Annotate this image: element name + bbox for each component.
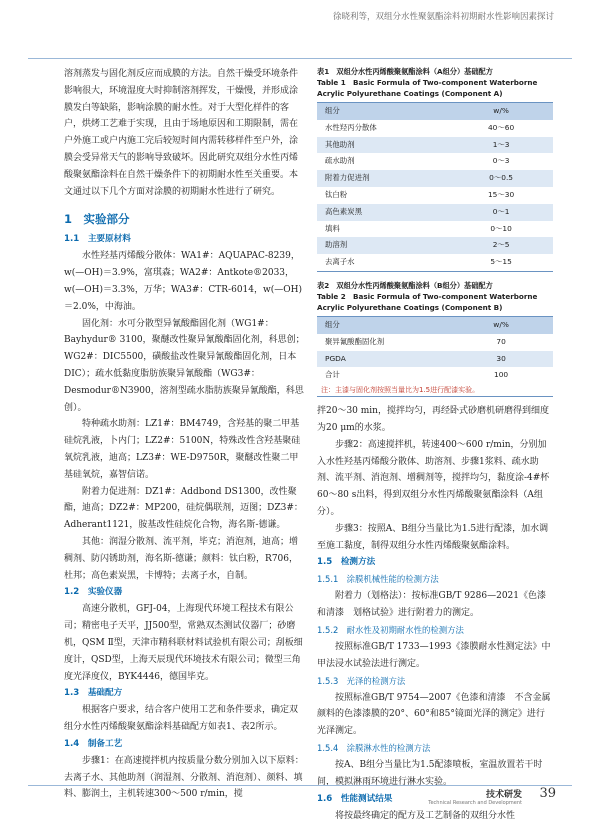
table2-header-row xyxy=(317,317,553,334)
table1-row xyxy=(317,153,553,170)
running-header: 徐晓利等，双组分水性聚氨酯涂料初期耐水性影响因素探讨 xyxy=(333,10,554,22)
table2-cell-value: 100 xyxy=(449,367,553,384)
table1-cell-component: 水性羟丙分散体 xyxy=(317,120,449,137)
intro-paragraph: 溶剂蒸发与固化剂反应而成膜的方法。自然干燥受环境条件影响很大，环境湿度大时抑制溶剂挥发，干燥慢，并形成涂膜发白等缺陷，影响涂膜的耐水性。对于大型化样件的客户，烘烤工艺难于实现，且由于场地原因和工期限制，需在户外施工或户内施工完后较短时间内需转移样件至户外，涂膜会受异常天气的影响导致破坏。因此研究双组分水性丙烯酸聚氨酯涂料在自然干燥条件下的初期耐水性至关重要。本文通过以下几个方面对涂膜的初期耐水性进行了研究。 xyxy=(64,66,306,200)
step2-paragraph: 步骤2：高速搅拌机，转速400～600 r/min，分别加入水性羟基丙烯酸分散体、助溶剂、步骤1浆料、疏水助剂、流平剂、消泡剂、增稠剂等，搅拌均匀，黏度涂-4#杯60～80 s出料，得到双组分水性丙烯酸聚氨酯涂料（A组分）。 xyxy=(317,437,553,521)
table1-row xyxy=(317,221,553,238)
table2-cell-component: 合计 xyxy=(317,367,449,384)
journal-section-cn: 技术研发 xyxy=(428,787,522,800)
table1-cell-component: 附着力促进剂 xyxy=(317,170,449,187)
table2-cell-value: 30 xyxy=(449,351,553,368)
table1-row xyxy=(317,187,553,204)
table1-cell-value: 0～1 xyxy=(449,204,553,221)
table2-cell-value: 70 xyxy=(449,334,553,351)
step1-continuation-paragraph: 拌20～30 min，搅拌均匀，再经卧式砂磨机研磨得到细度为20 μm的水浆。 xyxy=(317,403,553,437)
curing-agent-paragraph: 固化剂：水可分散型异氰酸酯固化剂（WG1#：Bayhydur® 3100，聚醚改性聚异氰酸酯固化剂，科思创；WG2#：DIC5500，磺酸盐改性聚异氰酸酯固化剂，日本DIC）；疏水低黏度脂肪族聚异氰酸酯（WG3#：Desmodur®N3900，溶剂型疏水脂肪族聚异氰酸酯，科思创）。 xyxy=(64,316,306,417)
table1-caption-en: Table 1 Basic Formula of Two-component Waterborne Acrylic Polyurethane Coatings (Component A) xyxy=(317,77,553,99)
adhesion-promoter-paragraph: 附着力促进剂：DZ1#：Addbond DS1300，改性聚酯，迪高；DZ2#：MP200，硅烷偶联剂，迈图；DZ3#：Adherant1121，胺基改性硅烷化合物，海名斯-德谦。 xyxy=(64,484,306,534)
table1-cell-value: 0～0.5 xyxy=(449,170,553,187)
section-1-heading: 1 实验部分 xyxy=(64,208,306,230)
table1-cell-value: 40～60 xyxy=(449,120,553,137)
table2-row xyxy=(317,367,553,384)
section-1-2-heading: 1.2 实验仪器 xyxy=(64,584,306,601)
table1-cell-component: 钛白粉 xyxy=(317,187,449,204)
table2-caption-en: Table 2 Basic Formula of Two-component Waterborne Acrylic Polyurethane Coatings (Component B) xyxy=(317,291,553,313)
table1-cell-value: 0～10 xyxy=(449,221,553,238)
table2-note: 注：主漆与固化剂按照当量比为1.5进行配漆实验。 xyxy=(317,384,553,396)
table1-cell-value: 15～30 xyxy=(449,187,553,204)
section-1-6-heading: 1.6 性能测试结果 xyxy=(317,791,553,808)
table2-row xyxy=(317,351,553,368)
table1-header-mass-fraction: w/% xyxy=(449,103,553,120)
footer-rule xyxy=(28,785,572,786)
table1-cell-value: 0～3 xyxy=(449,153,553,170)
formula-paragraph: 根据客户要求，结合客户使用工艺和条件要求，确定双组分水性丙烯酸聚氨酯涂料基础配方如表1、表2所示。 xyxy=(64,702,306,736)
hydrophobic-additive-paragraph: 特种疏水助剂：LZ1#：BM4749，含羟基的聚二甲基硅烷乳液，卜内门；LZ2#：5100N，特殊改性含羟基聚硅氧烷乳液，迪高；LZ3#：WE-D9750R，聚醚改性聚二甲基硅氧烷，嘉智信诺。 xyxy=(64,416,306,483)
section-1-5-2-heading: 1.5.2 耐水性及初期耐水性的检测方法 xyxy=(317,622,553,639)
section-1-5-1-heading: 1.5.1 涂膜机械性能的检测方法 xyxy=(317,571,553,588)
section-1-4-heading: 1.4 制备工艺 xyxy=(64,736,306,753)
journal-section-label xyxy=(428,787,522,806)
table2-row xyxy=(317,334,553,351)
table1-row xyxy=(317,137,553,154)
left-column xyxy=(64,66,306,803)
table1-row xyxy=(317,170,553,187)
journal-section-en: Technical Research and Development xyxy=(428,800,522,806)
section-1-5-4-heading: 1.5.4 涂膜淋水性的检测方法 xyxy=(317,740,553,757)
table1-row xyxy=(317,120,553,137)
results-paragraph: 将按最终确定的配方及工艺制备的双组分水性 xyxy=(317,808,553,824)
table1 xyxy=(317,102,553,272)
table1-row xyxy=(317,237,553,254)
gloss-test-paragraph: 按照标准GB/T 9754—2007《色漆和清漆 不含金属颜料的色漆漆膜的20°、60°和85°镜面光泽的测定》进行光泽测定。 xyxy=(317,690,553,740)
table2-header-mass-fraction: w/% xyxy=(449,317,553,334)
rain-test-paragraph: 按A、B组分当量比为1.5配漆喷板，室温放置若干时间，模拟淋雨环境进行淋水实验。 xyxy=(317,757,553,791)
instruments-paragraph: 高速分散机，GFJ-04，上海现代环境工程技术有限公司；精密电子天平，JJ500型，常熟双杰测试仪器厂；砂磨机，QSM Ⅱ型，天津市精科联材料试验机有限公司；刮板细度计，QSD型，上海天辰现代环境技术有限公司；微型三角度光泽度仪，BYK4446，德国毕克。 xyxy=(64,601,306,685)
table1-header-component: 组分 xyxy=(317,103,449,120)
section-1-3-heading: 1.3 基础配方 xyxy=(64,685,306,702)
adhesion-test-paragraph: 附着力（划格法）：按标准GB/T 9286—2021《色漆和清漆 划格试验》进行附着力的测定。 xyxy=(317,588,553,622)
table1-cell-component: 去离子水 xyxy=(317,254,449,271)
section-1-5-heading: 1.5 检测方法 xyxy=(317,554,553,571)
table1-cell-component: 高色素炭黑 xyxy=(317,204,449,221)
table1-row xyxy=(317,204,553,221)
table1-cell-component: 助溶剂 xyxy=(317,237,449,254)
table1-caption-cn: 表1 双组分水性丙烯酸聚氨酯涂料（A组分）基础配方 xyxy=(317,66,553,77)
table1-cell-component: 其他助剂 xyxy=(317,137,449,154)
table1-cell-value: 1～3 xyxy=(449,137,553,154)
step3-paragraph: 步骤3：按照A、B组分当量比为1.5进行配漆，加水调至施工黏度，制得双组分水性丙烯酸聚氨酯涂料。 xyxy=(317,521,553,555)
page-number: 39 xyxy=(539,786,556,801)
table2-caption-cn: 表2 双组分水性丙烯酸聚氨酯涂料（B组分）基础配方 xyxy=(317,280,553,291)
right-column xyxy=(317,66,553,824)
resin-paragraph: 水性羟基丙烯酸分散体：WA1#：AQUAPAC-8239，w(—OH)＝3.9%，富琪森；WA2#：Antkote®2033，w(—OH)＝3.3%，万华；WA3#：CTR-6014，w(—OH)＝2.0%，中海油。 xyxy=(64,248,306,315)
table1-cell-component: 疏水助剂 xyxy=(317,153,449,170)
section-1-1-heading: 1.1 主要原材料 xyxy=(64,231,306,248)
table1-cell-value: 2～5 xyxy=(449,237,553,254)
section-1-5-3-heading: 1.5.3 光泽的检测方法 xyxy=(317,673,553,690)
table1-row xyxy=(317,254,553,271)
header-rule xyxy=(28,58,572,59)
other-materials-paragraph: 其他：润湿分散剂、流平剂，毕克；消泡剂，迪高；增稠剂、防闪锈助剂，海名斯-德谦；颜料：钛白粉，R706，杜邦；高色素炭黑，卡博特；去离子水，自制。 xyxy=(64,534,306,584)
table2-cell-component: 聚异氰酸酯固化剂 xyxy=(317,334,449,351)
table2-cell-component: PGDA xyxy=(317,351,449,368)
water-resistance-test-paragraph: 按照标准GB/T 1733—1993《漆膜耐水性测定法》中甲法浸水试验法进行测定。 xyxy=(317,639,553,673)
table2-header-component: 组分 xyxy=(317,317,449,334)
table1-cell-component: 填料 xyxy=(317,221,449,238)
table2 xyxy=(317,316,553,397)
table1-header-row xyxy=(317,103,553,120)
table1-cell-value: 5～15 xyxy=(449,254,553,271)
step1-paragraph: 步骤1：在高速搅拌机内按质量分数分别加入以下原料：去离子水、其他助剂（润湿剂、分散剂、消泡剂）、颜料、填料、膨润土，主机转速300～500 r/min，搅 xyxy=(64,753,306,803)
